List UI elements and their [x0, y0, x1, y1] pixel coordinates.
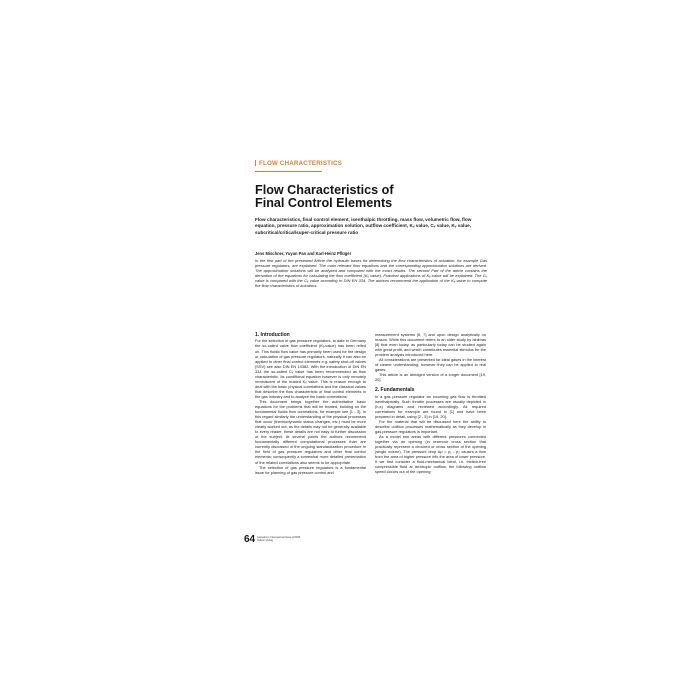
section-tag-bar — [255, 160, 256, 166]
journal-page — [244, 150, 496, 548]
authors: Jens Mischner, Yuyan Pan and Karl-Heinz Pflüger — [255, 251, 352, 256]
folio-note-line-1: Gaswärme International Issue 2/2008 — [257, 536, 301, 539]
intro-paragraph-2: This document brings together the authoritative basic equations for the problems that will be treated, building on the fundamental fluidic flow correlations, for example see [1 - 3]. In this regard similarly the understanding of the physical processes that occur (thermodynamic status changes, etc.) must be more clearly worked out, as the details may not be generally available to every reader, these details are not easy to further discussion of the subject. At several points the authors recommend fundamentally different computational processes than are currently discussed in the ongoing standardization procedure in the field of gas pressure regulators and other final control elements; consequently a somewhat more detailed presentation of the related correlations also seems to be appropriate. — [255, 398, 366, 465]
heading-introduction: 1. Introduction — [255, 332, 290, 338]
intro-paragraph-1: For the selection of gas pressure regulators, to date in Germany the so-called valve flow coefficient (Kᵥ-value) has been relied on. This fluidic flow value has primarily been used for the design or calculation of gas pressure regulators, naturally it can also be applied to other final control elements e.g. safety shut-off valves (SSV) see also DIN EN 14382. With the introduction of DIN EN 334 the so-called Cᵥ value has been recommended as flow characteristic. Its conditional equation however is only remotely reminiscent of the trusted Kᵥ value. This is reason enough to deal with the basic physical correlations and the classical values that describe the flow characteristic of final control elements in the gas industry and to analyze the basic correlations. — [255, 338, 366, 399]
left-column — [255, 332, 366, 475]
section-tag-label: FLOW CHARACTERISTICS — [259, 160, 343, 167]
article-title — [255, 184, 485, 211]
folio-note-line-2: Vulkan-Verlag — [257, 539, 274, 543]
abstract: In the first part of the presented Article the hydraulic bases for determining the flow characteristics of actuation, for example Gas pressure regulators, are explained. The main relevant flow equations and the corresponding approximation solutions are derived. The approximation solutions will be analyzed and compared with the exact results. The second Part of the article contains the derivation of the equations for calculating the flow coefficient (Kᵥ value). Practical applications of Kᵥ-value will be explained. The Cᵥ value is compared with the Cᵥ value according to DIN EN 334. The authors recommend the application of the Kᵥ-value to compute the flow characteristics of actuators. — [255, 258, 487, 289]
folio-note — [257, 536, 300, 543]
page-number: 64 — [244, 534, 256, 545]
section-tag — [255, 160, 342, 167]
article-title-line-1: Flow Characteristics of — [255, 183, 394, 197]
fundamentals-paragraph-1: In a gas pressure regulator an incoming gas flow is throttled isenthalpically. Such throttle processes are usually depicted in (h,s) diagrams and reviewed accordingly. All required correlations for example are found in [1] and have been prepared in detail, using [2 - 5] in [19, 20]. — [375, 393, 486, 419]
fundamentals-paragraph-3: As a model two areas with different pressures connected together via an opening (in reservoir cross section that practically represent a chocked or cross section of the opening (single nozzle). The pressure drop Δp = p₁ - p₂ causes a flow from the area of higher pressure into the area of lower pressure. If we first consider a fluid-mechanical ideal, i.e. friction-free compressible fluid at isentropic outflow, the following outflow speed occurs out of the opening: — [375, 434, 486, 475]
right-column — [375, 332, 486, 474]
heading-fundamentals: 2. Fundamentals — [375, 387, 415, 394]
intro-paragraph-3: The selection of gas pressure regulators is a fundamental issue for planning of gas pressure control and — [255, 464, 366, 475]
fundamentals-paragraph-2: For the material that will be discussed here the ability to describe outflow processes mathematically as they develop in gas pressure regulators is important. — [375, 418, 486, 434]
section-tag-rule — [255, 171, 322, 172]
right-paragraph-3: This article is an abridged version of a longer document [19, 20]. — [375, 372, 486, 383]
right-paragraph-2: All considerations are presented for ideal gases in the interest of clearer understanding, however they can be applied to real gases. — [375, 357, 486, 373]
right-paragraph-1: measurement systems [6, 7] and upon design analytically no reason. While this document refers to an older study by Ishibras [8] that even today, as particularly today can be studied again with great profit, and which contributes essential stimulus for the problem analysis introduced here. — [375, 332, 486, 358]
article-title-line-2: Final Control Elements — [255, 196, 393, 211]
keywords: Flow characteristics, final control element, isenthalpic throttling, mass flow, volumetric flow, flow equation, pressure ratio, approximation solution, outflow coefficient, Kᵥ value, Cᵥ value, Kᵥ value, subcritical/critical/super-critical pressure ratio — [255, 217, 472, 235]
